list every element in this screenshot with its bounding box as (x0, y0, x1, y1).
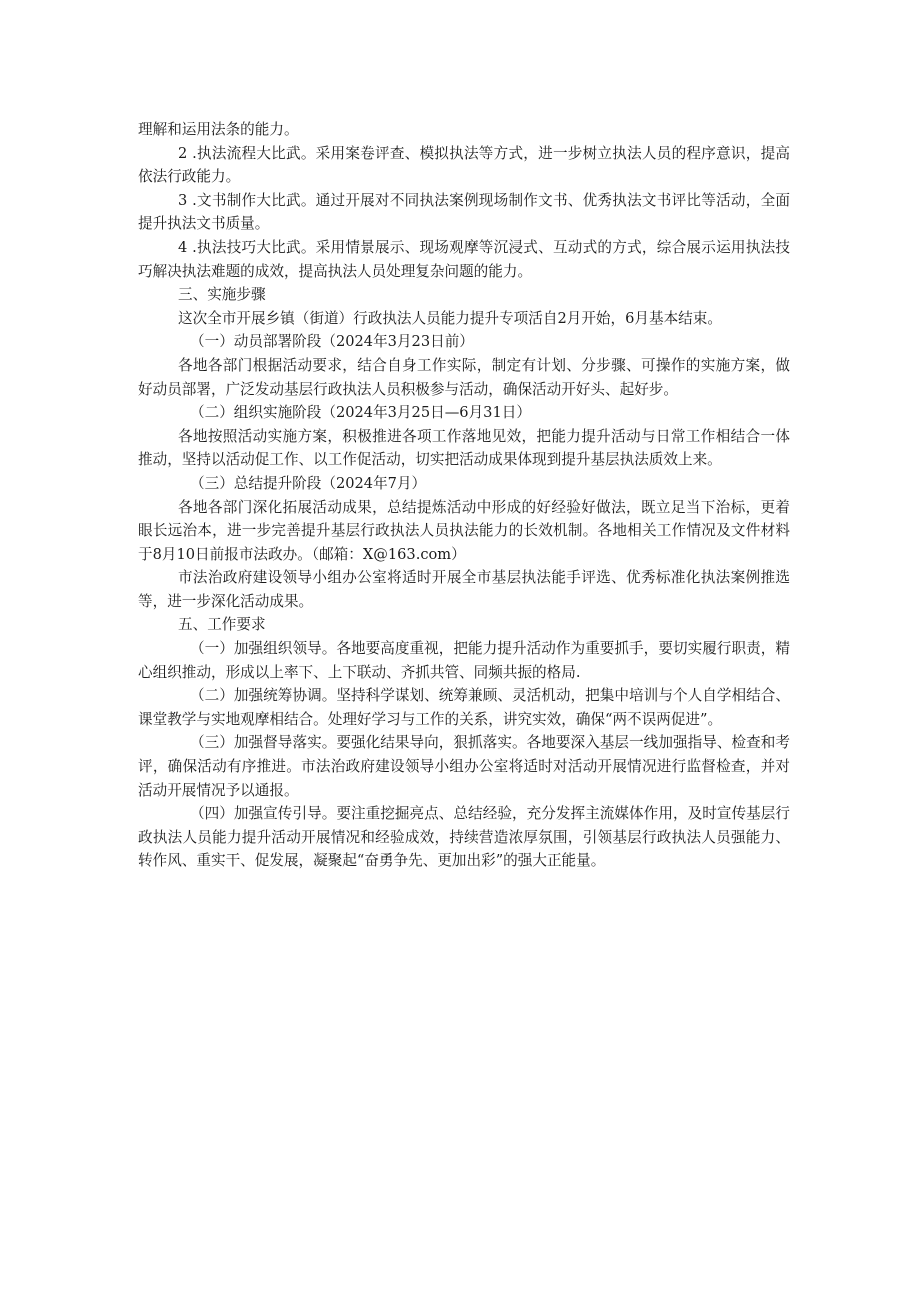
paragraph-stage-1: 各地各部门根据活动要求，结合自身工作实际，制定有计划、分步骤、可操作的实施方案，做好动员部署，广泛发动基层行政执法人员积极参与活动，确保活动开好头、起好步。 (138, 356, 790, 398)
paragraph-item-3: 3 .文书制作大比武。通过开展对不同执法案例现场制作文书、优秀执法文书评比等活动，全面提升执法文书质量。 (138, 191, 790, 233)
paragraph-continuation: 理解和运用法条的能力。 (138, 121, 299, 138)
paragraph-requirement-2: （二）加强统筹协调。坚持科学谋划、统筹兼顾、灵活机动，把集中培训与个人自学相结合、课堂教学与实地观摩相结合。处理好学习与工作的关系，讲究实效，确保“两不误两促进”。 (138, 687, 790, 728)
paragraph-stage-3: 各地各部门深化拓展活动成果，总结提炼活动中形成的好经验好做法，既立足当下治标，更着眼长远治本，进一步完善提升基层行政执法人员执法能力的长效机制。各地相关工作情况及文件材料于8月10日前报市法政办。（邮箱：X@163.com） (138, 498, 790, 563)
paragraph-stage-2: 各地按照活动实施方案，积极推进各项工作落地见效，把能力提升活动与日常工作相结合一体推动，坚持以活动促工作、以工作促活动，切实把活动成果体现到提升基层执法质效上来。 (138, 427, 790, 469)
subheading-stage-3: （三）总结提升阶段（2024年7月） (190, 474, 427, 492)
paragraph-item-2: 2 .执法流程大比武。采用案卷评查、模拟执法等方式，进一步树立执法人员的程序意识，提高依法行政能力。 (138, 144, 790, 186)
document-body (138, 118, 790, 873)
section-heading-implementation: 三、实施步骤 (178, 286, 266, 304)
paragraph-overview: 这次全市开展乡镇（街道）行政执法人员能力提升专项活自2月开始，6月基本结束。 (178, 309, 722, 327)
subheading-stage-1: （一）动员部署阶段（2024年3月23日前） (190, 333, 474, 351)
paragraph-requirement-3: （三）加强督导落实。要强化结果导向，狠抓落实。各地要深入基层一线加强指导、检查和考评，确保活动有序推进。市法治政府建设领导小组办公室将适时对活动开展情况进行监督检查，并对活动开展情况予以通报。 (138, 734, 790, 799)
paragraph-requirement-1: （一）加强组织领导。各地要高度重视，把能力提升活动作为重要抓手，要切实履行职责，精心组织推动，形成以上率下、上下联动、齐抓共管、同频共振的格局. (138, 640, 790, 681)
section-heading-requirements: 五、工作要求 (178, 616, 266, 634)
paragraph-requirement-4: （四）加强宣传引导。要注重挖掘亮点、总结经验，充分发挥主流媒体作用，及时宣传基层行政执法人员能力提升活动开展情况和经验成效，持续营造浓厚氛围，引领基层行政执法人员强能力、转作风、重实干、促发展，凝聚起“奋勇争先、更加出彩”的强大正能量。 (138, 805, 790, 870)
paragraph-item-4: 4 .执法技巧大比武。采用情景展示、现场观摩等沉浸式、互动式的方式，综合展示运用执法技巧解决执法难题的成效，提高执法人员处理复杂问题的能力。 (138, 238, 790, 280)
subheading-stage-2: （二）组织实施阶段（2024年3月25日—6月31日） (190, 404, 531, 422)
paragraph-selection: 市法治政府建设领导小组办公室将适时开展全市基层执法能手评选、优秀标准化执法案例推选等，进一步深化活动成果。 (138, 569, 790, 610)
